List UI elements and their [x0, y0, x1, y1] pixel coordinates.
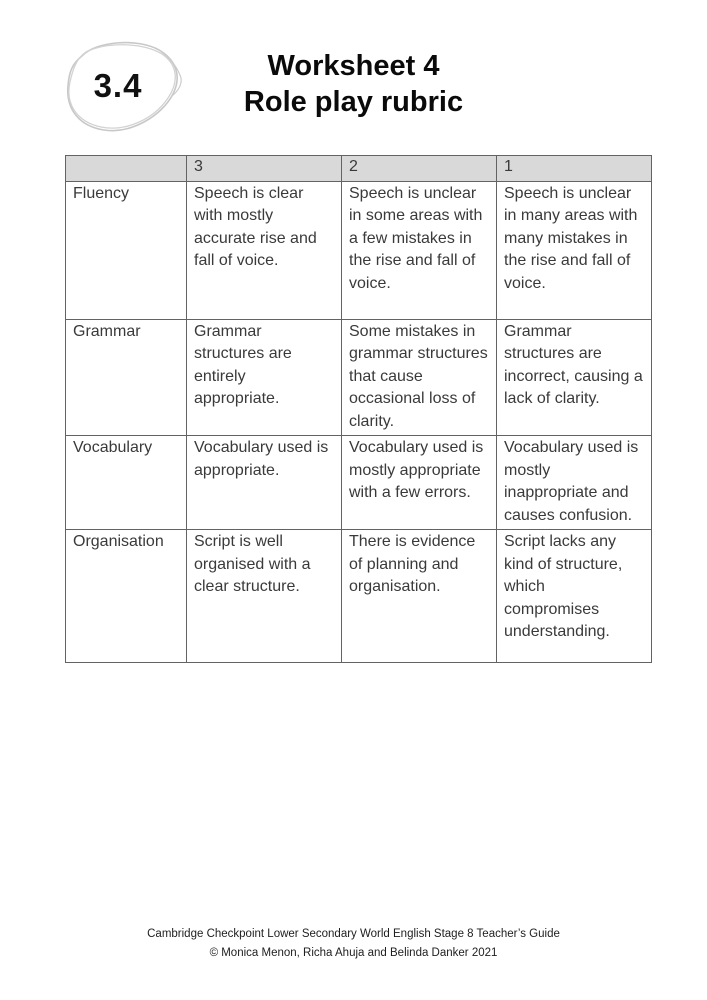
level-cell: Vocabulary used is appropriate.: [187, 436, 342, 530]
table-row-grammar: [66, 319, 652, 436]
header-cell-score-3: 3: [187, 156, 342, 182]
header-cell-criterion: [66, 156, 187, 182]
level-cell: Vocabulary used is mostly inappropriate and causes confusion.: [497, 436, 652, 530]
criterion-cell: Vocabulary: [66, 436, 187, 530]
footer-guide-title: Cambridge Checkpoint Lower Secondary World English Stage 8 Teacher’s Guide: [147, 928, 560, 940]
page-footer: [0, 925, 707, 963]
level-cell: Script is well organised with a clear structure.: [187, 530, 342, 663]
level-cell: There is evidence of planning and organisation.: [342, 530, 497, 663]
title-line-2: Role play rubric: [243, 86, 464, 118]
criterion-cell: Organisation: [66, 530, 187, 663]
level-cell: Speech is clear with mostly accurate rise and fall of voice.: [187, 181, 342, 319]
rubric-table: [65, 155, 652, 663]
criterion-cell: Grammar: [66, 319, 187, 436]
page-title: [0, 48, 707, 120]
header-cell-score-2: 2: [342, 156, 497, 182]
level-cell: Speech is unclear in some areas with a few mistakes in the rise and fall of voice.: [342, 181, 497, 319]
level-cell: Vocabulary used is mostly appropriate with a few errors.: [342, 436, 497, 530]
table-row-fluency: [66, 181, 652, 319]
criterion-cell: Fluency: [66, 181, 187, 319]
table-row-vocabulary: [66, 436, 652, 530]
level-cell: Speech is unclear in many areas with many mistakes in the rise and fall of voice.: [497, 181, 652, 319]
level-cell: Grammar structures are incorrect, causing a lack of clarity.: [497, 319, 652, 436]
level-cell: Grammar structures are entirely appropriate.: [187, 319, 342, 436]
header-row: [66, 156, 652, 182]
table-row-organisation: [66, 530, 652, 663]
level-cell: Some mistakes in grammar structures that cause occasional loss of clarity.: [342, 319, 497, 436]
title-line-1: Worksheet 4: [267, 50, 440, 82]
section-number: 3.4: [93, 67, 143, 104]
footer-copyright: © Monica Menon, Richa Ahuja and Belinda Danker 2021: [209, 947, 498, 959]
level-cell: Script lacks any kind of structure, which compromises understanding.: [497, 530, 652, 663]
header-cell-score-1: 1: [497, 156, 652, 182]
